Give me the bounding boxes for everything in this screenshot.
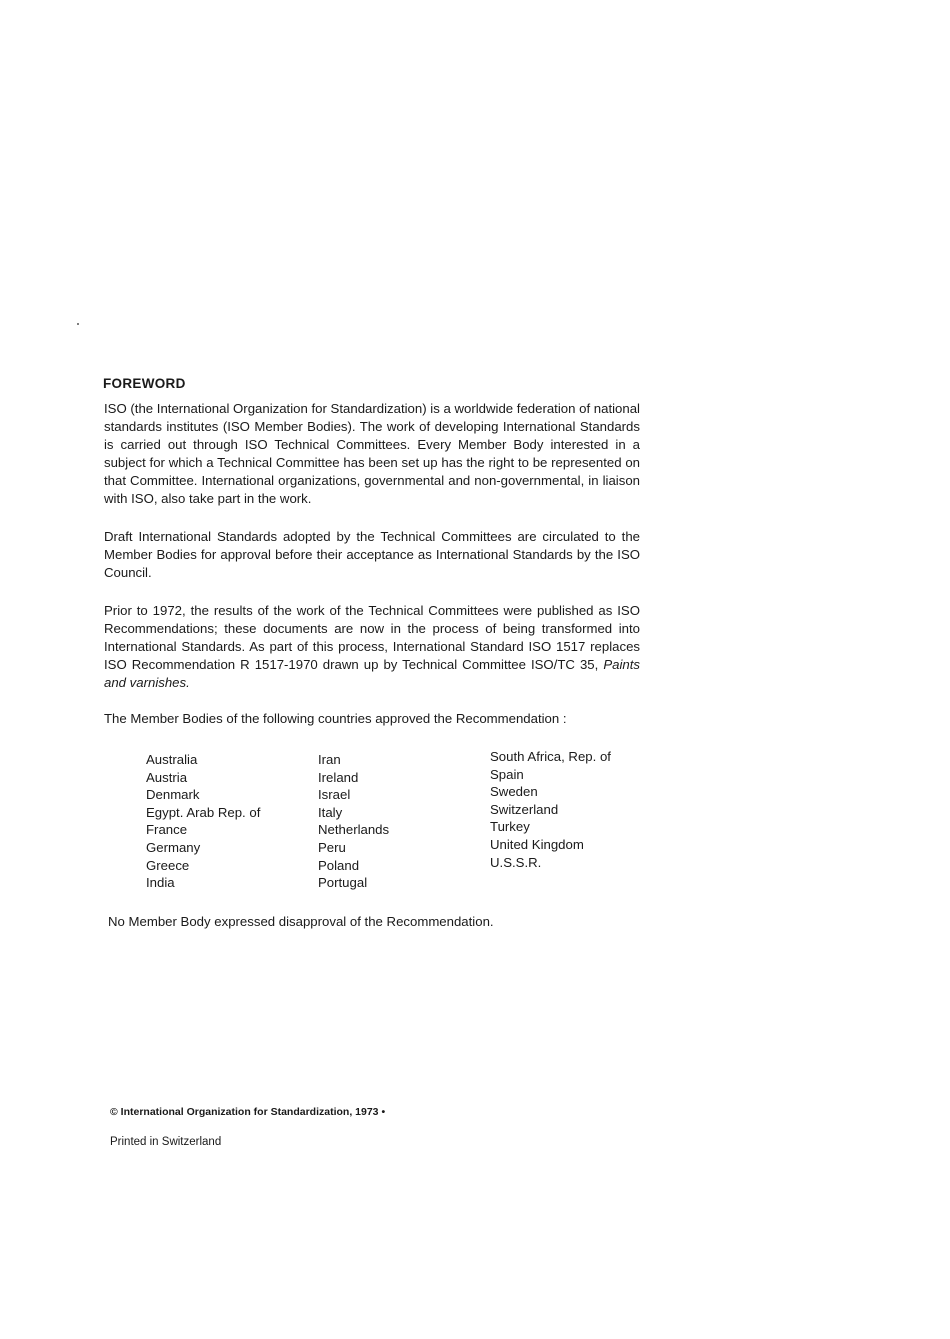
country-item: Italy (318, 804, 343, 820)
country-item: Iran (318, 752, 341, 767)
country-item: Netherlands (318, 822, 390, 838)
country-item: Australia (146, 752, 198, 767)
country-item: France (146, 822, 188, 838)
country-item: Peru (318, 839, 346, 855)
paragraph-3-text: Prior to 1972, the results of the work of the Technical Committees were published as ISO Recommendations; these documents are now in the process of being transformed into International Standards. As part of this process, International Standard ISO 1517 replaces ISO Recommendation R 1517-1970 drawn up by Technical Committee ISO/TC 35, (104, 603, 640, 672)
countries-column-2 (318, 751, 389, 892)
foreword-paragraph-3 (104, 602, 640, 692)
country-item: Sweden (490, 784, 538, 800)
printed-in-line: Printed in Switzerland (110, 1136, 222, 1148)
country-item: Greece (146, 857, 190, 873)
country-item: Switzerland (490, 801, 559, 817)
country-item: Israel (318, 787, 351, 803)
country-item: U.S.S.R. (490, 854, 542, 870)
country-item: Turkey (490, 819, 530, 835)
country-item: Ireland (318, 769, 359, 785)
country-item: Germany (146, 839, 201, 855)
country-item: Austria (146, 769, 188, 785)
country-item: Spain (490, 766, 524, 782)
foreword-paragraph-2: Draft International Standards adopted by the Technical Committees are circulated to the Member Bodies for approval before their acceptance as International Standards by the ISO Council. (104, 529, 640, 580)
foreword-paragraph-1: ISO (the International Organization for Standardization) is a worldwide federation of national standards institutes (ISO Member Bodies). The work of developing International Standards is carried out through ISO Technical Committees. Every Member Body interested in a subject for which a Technical Committee has been set up has the right to be represented on that Committee. International organizations, governmental and non-governmental, in liaison with ISO, also take part in the work. (104, 401, 640, 506)
country-item: Egypt. Arab Rep. of (146, 804, 261, 820)
scan-speck (77, 323, 79, 325)
paragraph-3-italic: Paints and varnishes. (104, 657, 640, 690)
foreword-heading: FOREWORD (103, 376, 186, 391)
country-item: Portugal (318, 875, 368, 891)
copyright-line: © International Organization for Standardization, 1973 • (110, 1106, 386, 1118)
countries-column-3 (490, 748, 611, 871)
country-item: South Africa, Rep. of (490, 749, 611, 764)
country-item: India (146, 875, 175, 891)
disapproval-note: No Member Body expressed disapproval of the Recommendation. (108, 914, 494, 929)
country-item: Denmark (146, 787, 200, 803)
country-item: United Kingdom (490, 836, 584, 852)
countries-column-1 (146, 751, 260, 892)
approval-intro: The Member Bodies of the following countries approved the Recommendation : (104, 711, 567, 726)
country-item: Poland (318, 857, 360, 873)
